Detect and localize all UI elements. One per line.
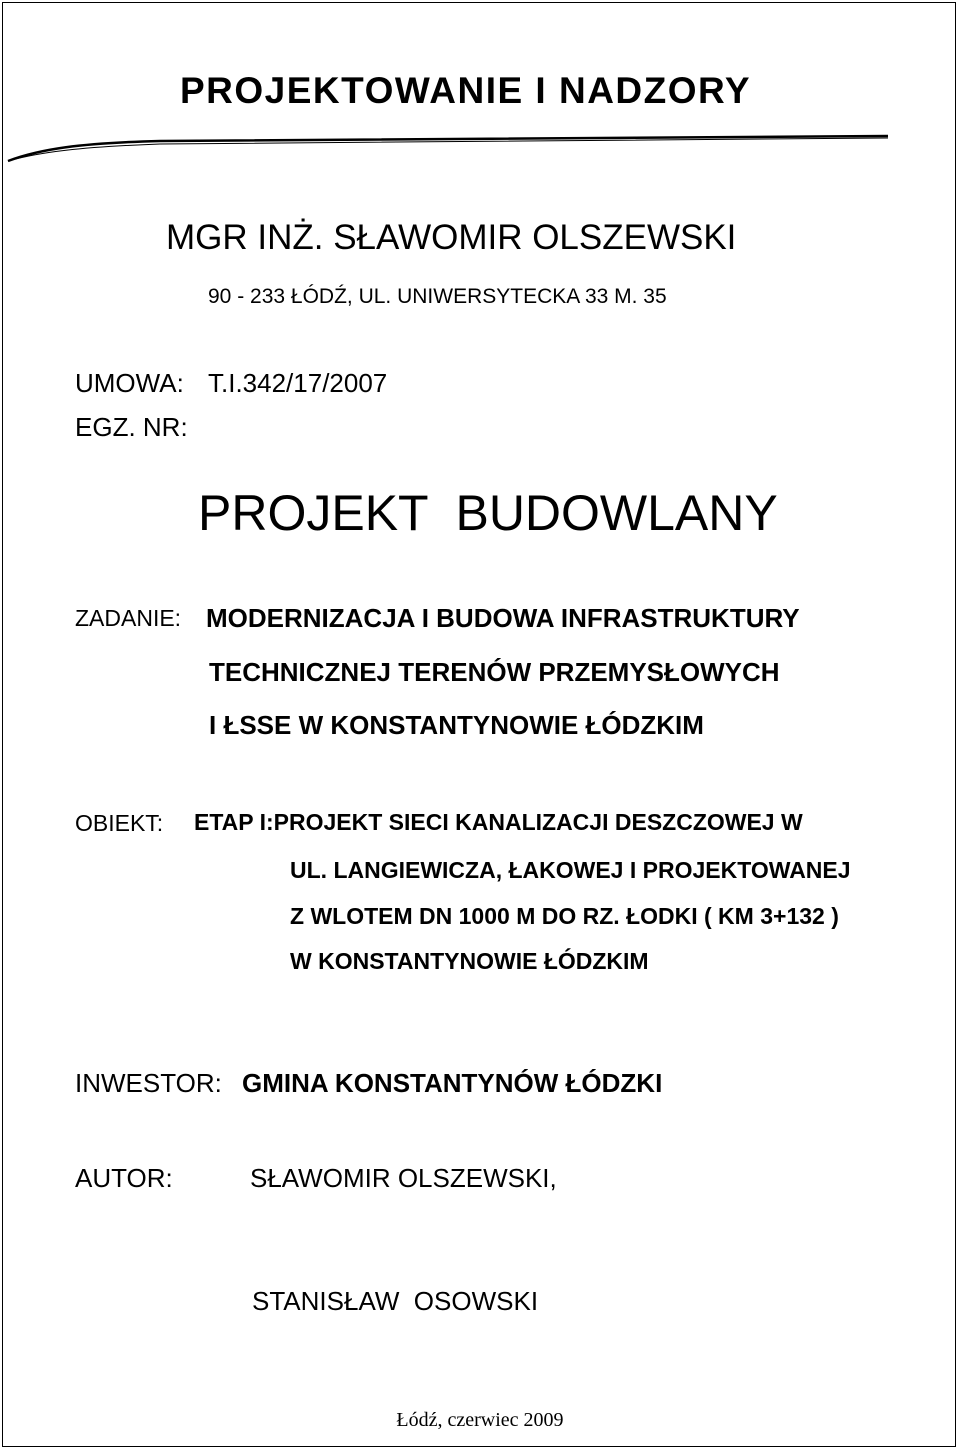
- author-label: AUTOR:: [75, 1163, 173, 1193]
- agreement-label: UMOWA:: [75, 368, 184, 398]
- task-line: TECHNICZNEJ TERENÓW PRZEMYSŁOWYCH: [209, 657, 780, 687]
- object-line: Z WLOTEM DN 1000 M DO RZ. ŁODKI ( KM 3+132 ): [290, 903, 839, 929]
- object-line: UL. LANGIEWICZA, ŁAKOWEJ I PROJEKTOWANEJ: [290, 857, 851, 883]
- decorative-swoosh-line: [0, 125, 960, 175]
- author-name: SŁAWOMIR OLSZEWSKI,: [250, 1163, 557, 1193]
- place-and-date-footer: Łódź, czerwiec 2009: [396, 1409, 564, 1431]
- object-label: OBIEKT:: [75, 810, 164, 836]
- company-header-title: PROJEKTOWANIE I NADZORY: [180, 70, 752, 111]
- investor-label: INWESTOR:: [75, 1068, 222, 1098]
- investor-name: GMINA KONSTANTYNÓW ŁÓDZKI: [242, 1068, 663, 1098]
- copy-number-label: EGZ. NR:: [75, 412, 188, 442]
- task-line: MODERNIZACJA I BUDOWA INFRASTRUKTURY: [206, 603, 800, 633]
- object-line: W KONSTANTYNOWIE ŁÓDZKIM: [290, 948, 649, 974]
- agreement-number: T.I.342/17/2007: [208, 368, 388, 398]
- engineer-name: MGR INŻ. SŁAWOMIR OLSZEWSKI: [166, 218, 737, 257]
- author-name: STANISŁAW OSOWSKI: [252, 1286, 539, 1316]
- company-address: 90 - 233 ŁÓDŹ, UL. UNIWERSYTECKA 33 M. 35: [208, 285, 667, 308]
- document-type-title: PROJEKT BUDOWLANY: [198, 485, 778, 541]
- object-line: ETAP I:PROJEKT SIECI KANALIZACJI DESZCZOWEJ W: [194, 809, 803, 835]
- task-label: ZADANIE:: [75, 605, 182, 631]
- task-line: I ŁSSE W KONSTANTYNOWIE ŁÓDZKIM: [209, 710, 704, 740]
